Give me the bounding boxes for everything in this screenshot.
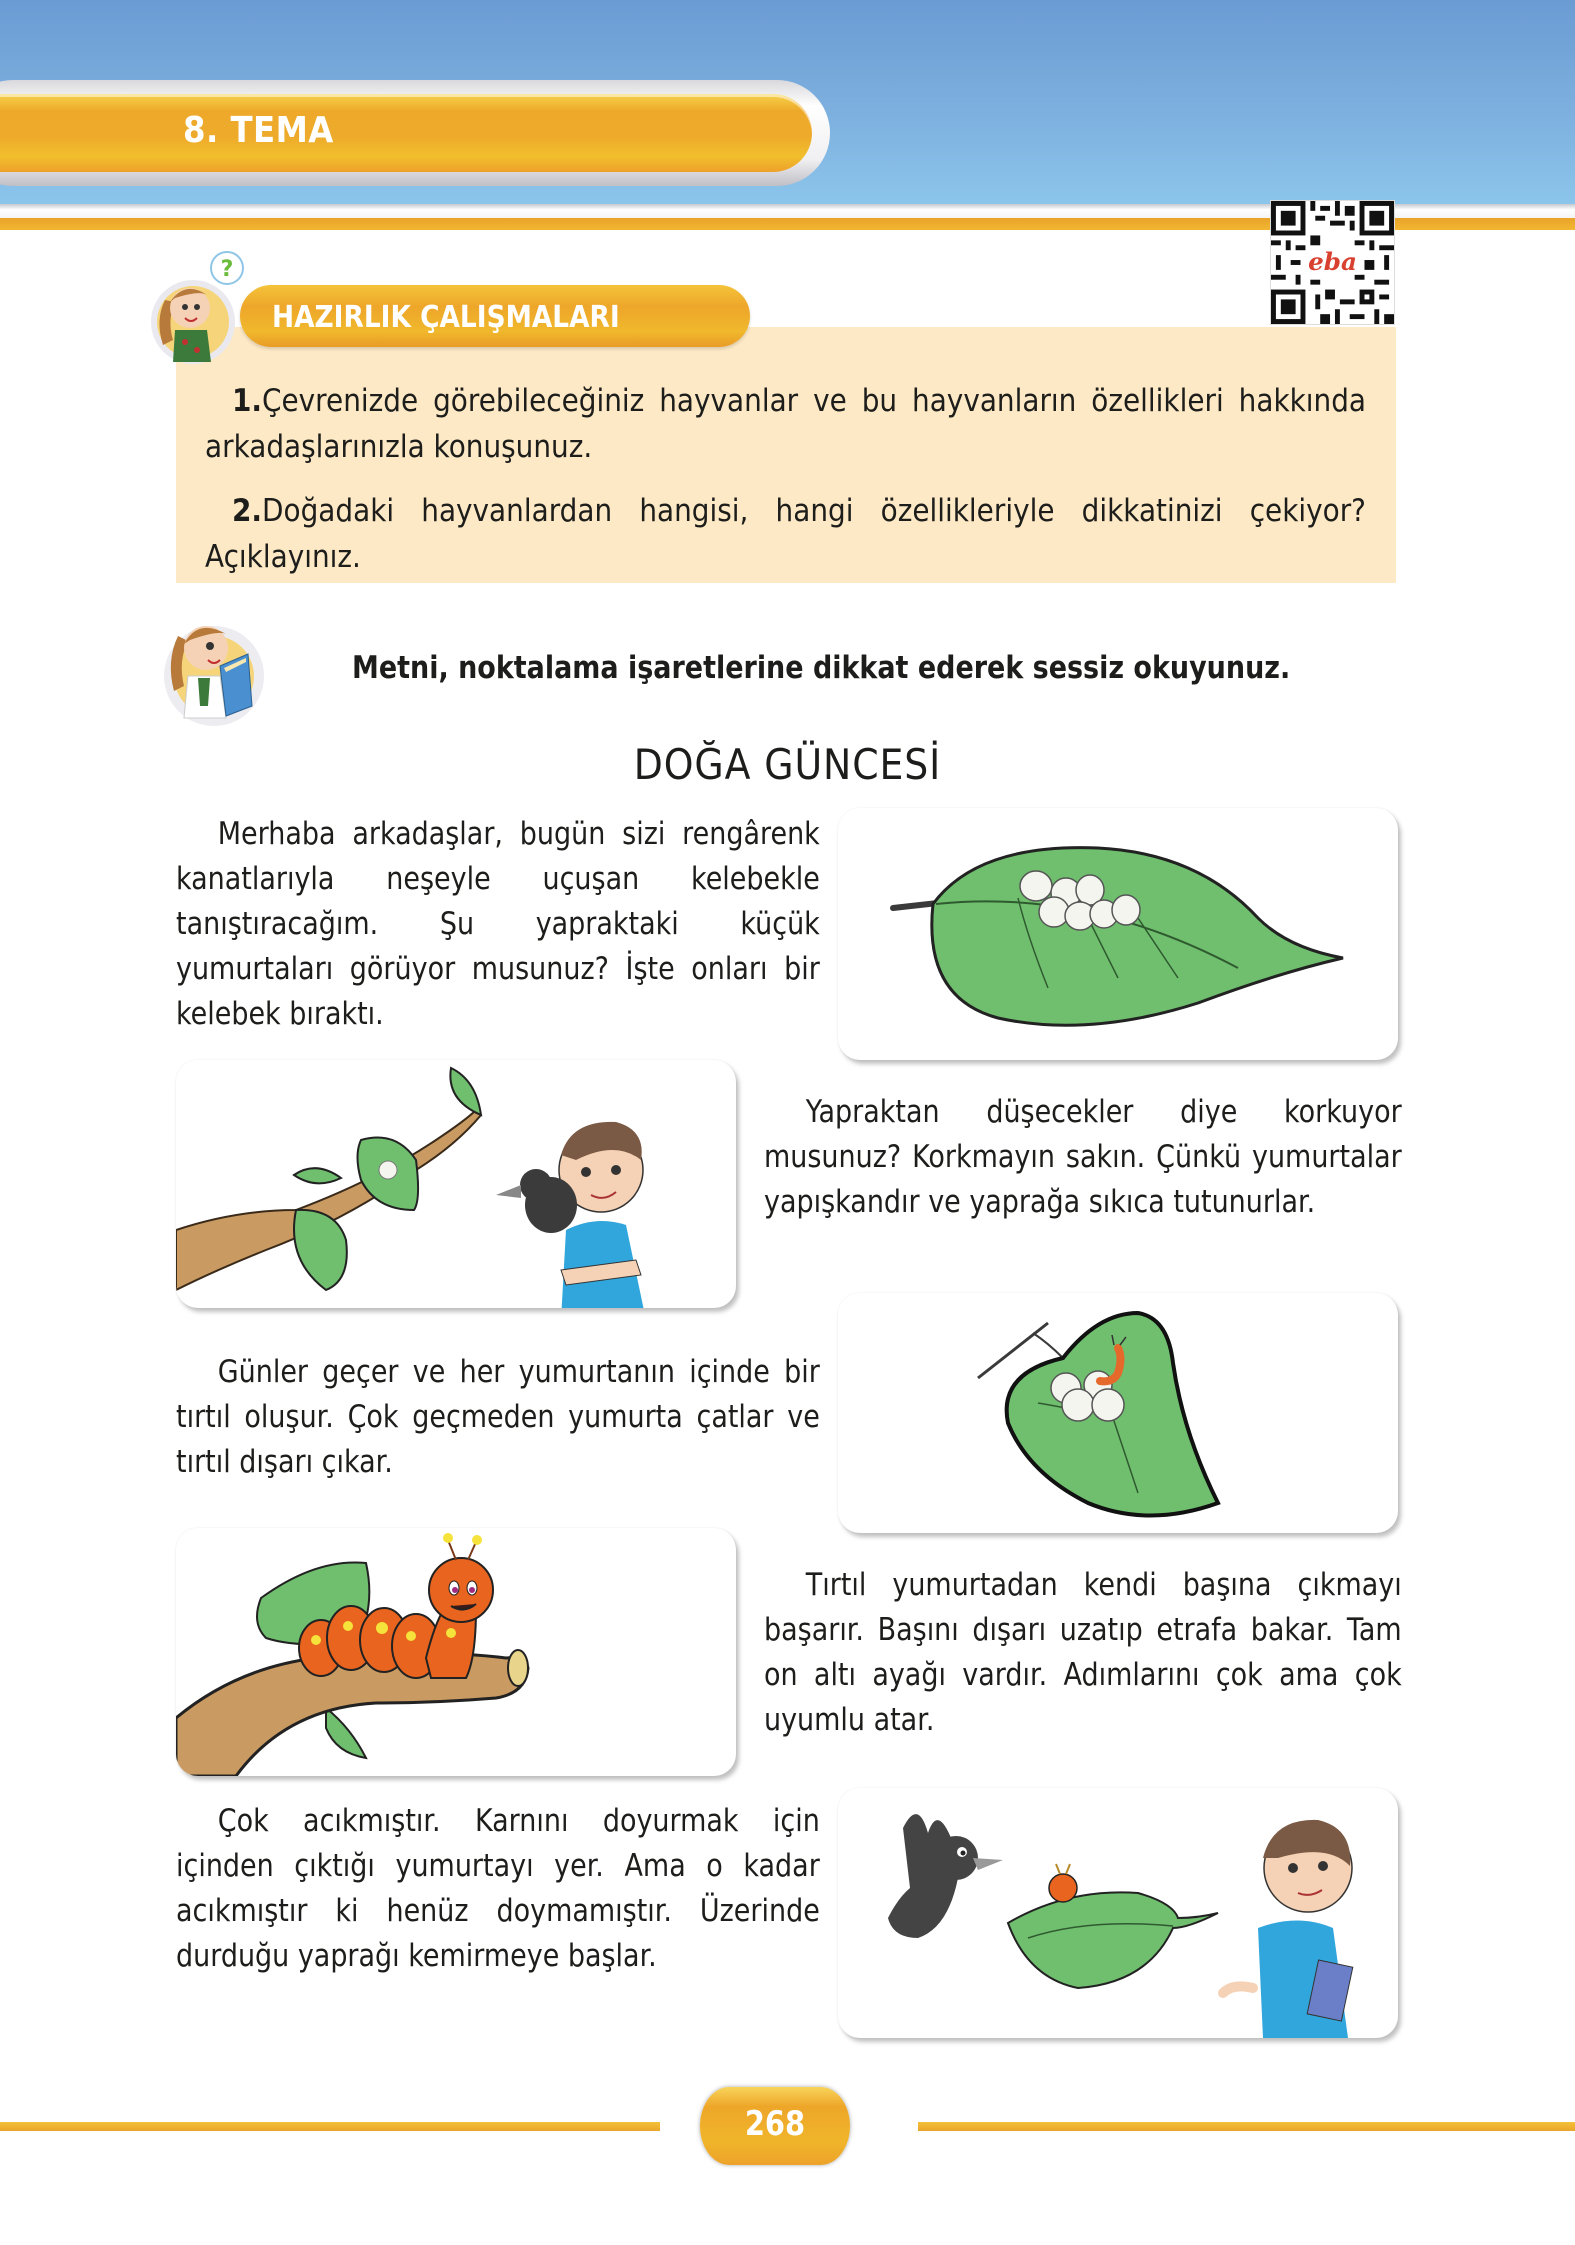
preparation-title: HAZIRLIK ÇALIŞMALARI — [272, 300, 620, 335]
reading-instruction: Metni, noktalama işaretlerine dikkat ederek sessiz okuyunuz. — [352, 650, 1291, 686]
footer-line-right — [918, 2122, 1575, 2131]
reading-girl-icon — [148, 606, 288, 731]
svg-text:eba: eba — [1308, 246, 1357, 276]
story-paragraph-5: Çok acıkmıştır. Karnını doyurmak için içinden çıktığı yumurtayı yer. Ama o kadar acıkmıştır ki henüz doymamıştır. Üzerinde durduğu yaprağı kemirmeye başlar. — [176, 1803, 820, 1974]
story-paragraph-4: Tırtıl yumurtadan kendi başına çıkmayı başarır. Başını dışarı uzatıp etrafa bakar. Tam on altı ayağı vardır. Adımlarını çok ama çok uyumlu atar. — [764, 1567, 1402, 1738]
theme-banner — [0, 94, 812, 172]
story-title: DOĞA GÜNCESİ — [633, 740, 942, 789]
illustration-crow-caterpillar-boy — [838, 1788, 1398, 2038]
preparation-question-1: 1.Çevrenizde görebileceğiniz hayvanlar ve bu hayvanların özellikleri hakkında arkadaşlarınızla konuşunuz. — [205, 383, 1366, 465]
qr-code[interactable] — [1270, 200, 1395, 325]
page-number: 268 — [744, 2104, 806, 2144]
illustration-leaf-with-eggs — [838, 808, 1398, 1060]
thinking-girl-icon — [145, 250, 255, 370]
story-paragraph-1: Merhaba arkadaşlar, bugün sizi rengârenk kanatlarıyla neşeyle uçuşan kelebekle tanıştıracağım. Şu yapraktaki küçük yumurtaları görüyor musunuz? İşte onları bir kelebek bıraktı. — [176, 816, 820, 1032]
qr-code-icon — [1271, 201, 1394, 324]
illustration-caterpillar-on-branch — [176, 1528, 736, 1776]
illustration-caterpillar-hatching — [838, 1293, 1398, 1533]
preparation-question-2: 2.Doğadaki hayvanlardan hangisi, hangi özellikleriyle dikkatinizi çekiyor? Açıklayınız. — [205, 493, 1366, 575]
svg-text:?: ? — [220, 257, 234, 282]
theme-title: 8. TEMA — [183, 110, 334, 151]
story-paragraph-2: Yapraktan düşecekler diye korkuyor musunuz? Korkmayın sakın. Çünkü yumurtalar yapışkandır ve yaprağa sıkıca tutunurlar. — [764, 1094, 1402, 1220]
story-paragraph-3: Günler geçer ve her yumurtanın içinde bir tırtıl oluşur. Çok geçmeden yumurta çatlar ve tırtıl dışarı çıkar. — [176, 1354, 820, 1480]
footer-line-left — [0, 2122, 660, 2131]
illustration-boy-with-crow-and-branch — [176, 1060, 736, 1308]
